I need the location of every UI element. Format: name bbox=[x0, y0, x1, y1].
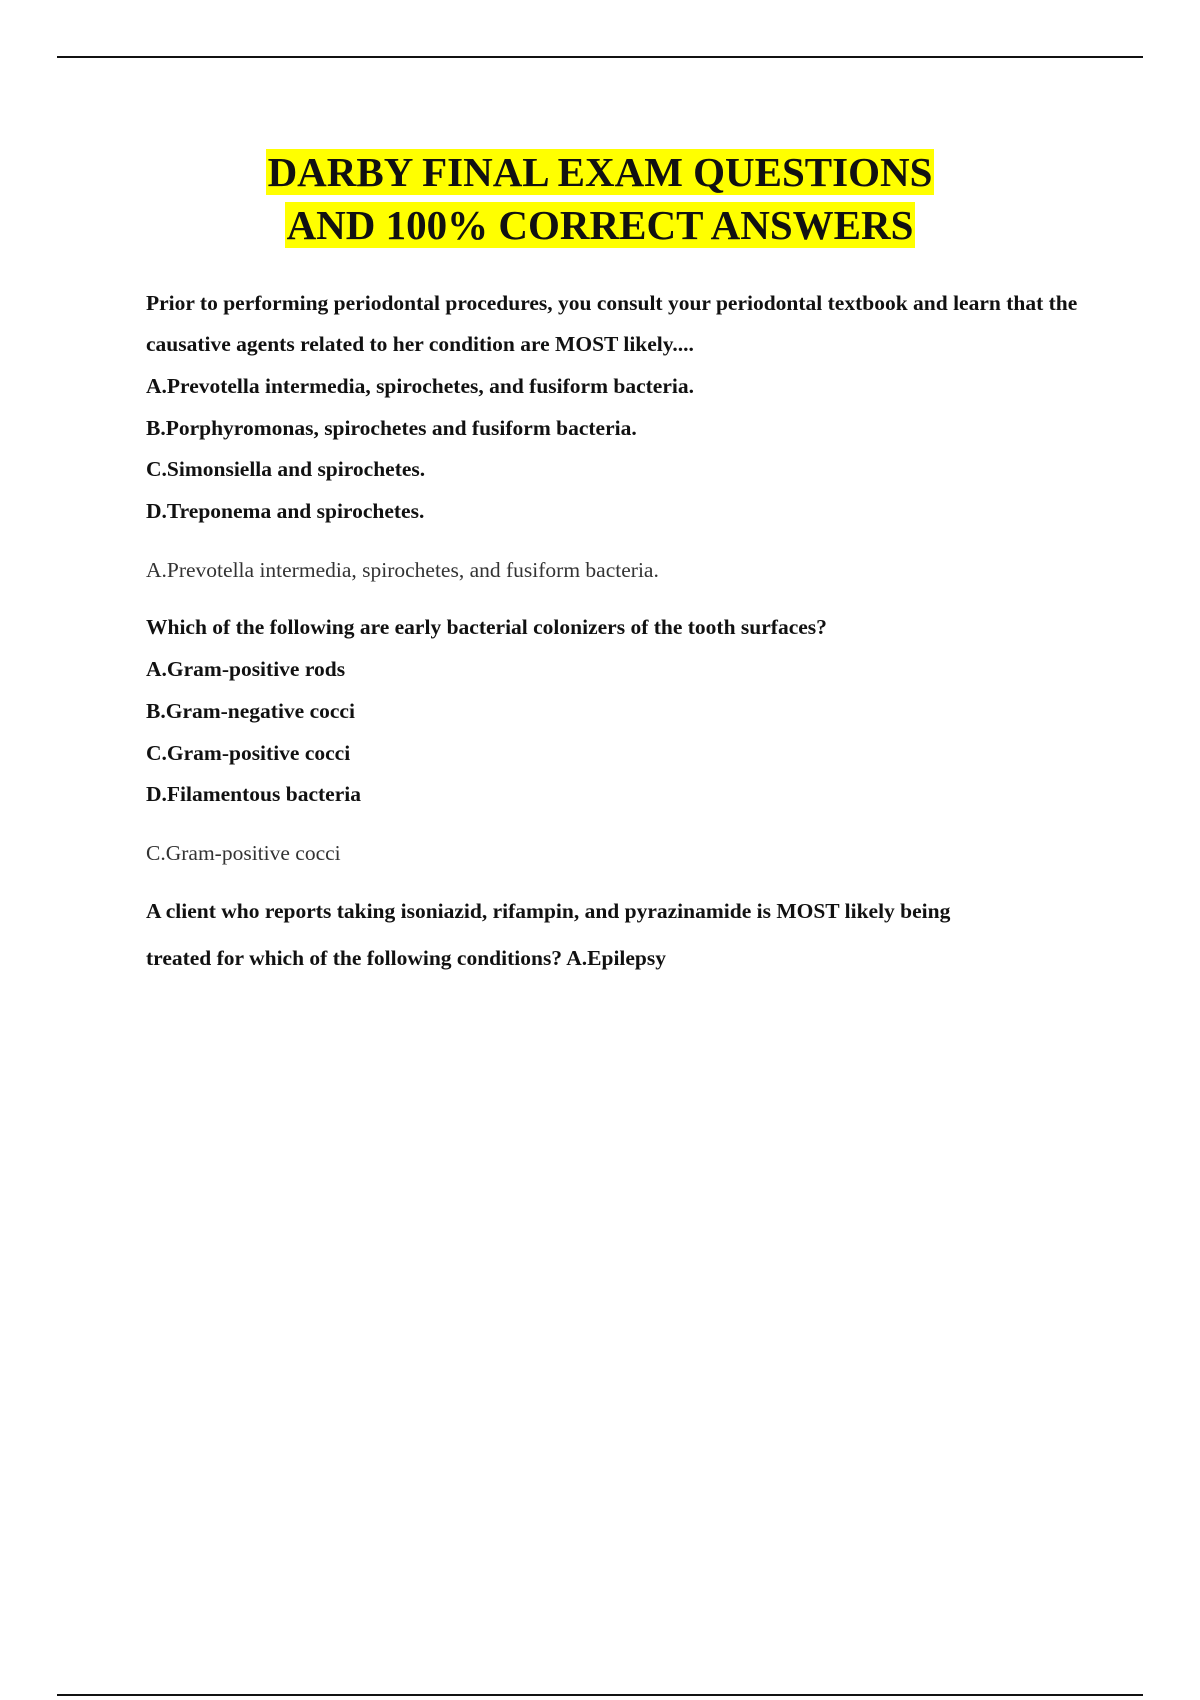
title-line-2: AND 100% CORRECT ANSWERS bbox=[286, 202, 914, 248]
footer-rule bbox=[57, 1694, 1143, 1696]
document-title bbox=[0, 146, 1200, 252]
question-1-text: Prior to performing periodontal procedures, you consult your periodontal textbook and learn that the causative agents related to her condition are MOST likely.... bbox=[146, 291, 1078, 356]
title-line-1: DARBY FINAL EXAM QUESTIONS bbox=[267, 149, 933, 195]
question-1-option-d: D.Treponema and spirochetes. bbox=[146, 499, 425, 523]
question-1-option-a: A.Prevotella intermedia, spirochetes, and fusiform bacteria. bbox=[146, 374, 694, 398]
question-2-answer: C.Gram-positive cocci bbox=[146, 841, 341, 865]
question-2-option-b: B.Gram-negative cocci bbox=[146, 699, 355, 723]
question-1-answer: A.Prevotella intermedia, spirochetes, and fusiform bacteria. bbox=[146, 558, 659, 582]
question-2-option-a: A.Gram-positive rods bbox=[146, 657, 346, 681]
question-3-text: A client who reports taking isoniazid, rifampin, and pyrazinamide is MOST likely being treated for which of the following conditions? A.Epilepsy bbox=[146, 899, 951, 970]
header-rule bbox=[57, 56, 1143, 58]
question-1-option-b: B.Porphyromonas, spirochetes and fusiform bacteria. bbox=[146, 416, 637, 440]
question-2-text: Which of the following are early bacterial colonizers of the tooth surfaces? bbox=[146, 615, 827, 639]
question-2-option-d: D.Filamentous bacteria bbox=[146, 782, 361, 806]
question-2-option-c: C.Gram-positive cocci bbox=[146, 741, 351, 765]
question-1-option-c: C.Simonsiella and spirochetes. bbox=[146, 457, 426, 481]
